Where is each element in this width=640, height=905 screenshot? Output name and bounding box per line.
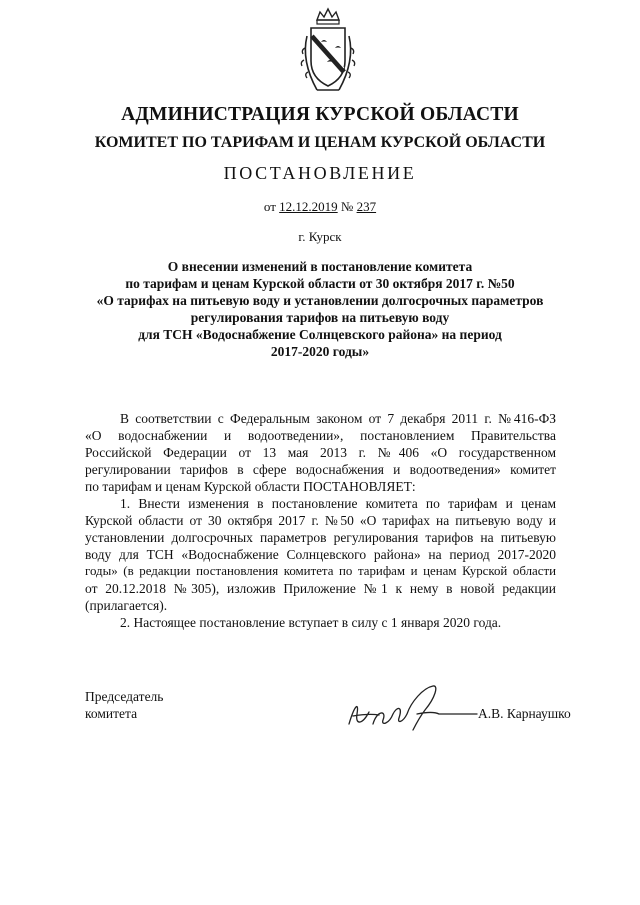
title-line: О внесении изменений в постановление комитета [167, 259, 473, 274]
body-line: Российской Федерации от 13 мая 2013 г. №406 «О государственном [85, 445, 556, 460]
title-line: по тарифам и ценам Курской области от 30 октября 2017 г. №50 [125, 276, 515, 291]
body-line: 1. Внести изменения в постановление комитета по тарифам и ценам [120, 496, 556, 511]
body-line: (прилагается). [85, 598, 168, 613]
position-line: Председатель [85, 689, 164, 704]
org-name-administration: АДМИНИСТРАЦИЯ КУРСКОЙ ОБЛАСТИ [121, 104, 519, 125]
body-line: установлении долгосрочных параметров регулирования тарифов на питьевую [85, 530, 556, 545]
date-prefix: от [263, 199, 276, 214]
document-type: ПОСТАНОВЛЕНИЕ [223, 163, 417, 183]
document-body [85, 410, 556, 631]
body-line: воду для ТСН «Водоснабжение Солнцевского района» на период 2017-2020 [85, 547, 556, 562]
title-line: регулирования тарифов на питьевую воду [190, 310, 450, 325]
body-line: В соответствии с Федеральным законом от 7 декабря 2011 г. №416-ФЗ [120, 411, 556, 426]
signatory-name: А.В. Карнаушко [478, 706, 571, 721]
signatory-position [85, 688, 163, 722]
title-line: для ТСН «Водоснабжение Солнцевского района» на период [138, 327, 502, 342]
body-line: «О водоснабжении и водоотведении», постановлением Правительства [85, 428, 556, 443]
document-number: 237 [356, 199, 377, 214]
org-name-committee: КОМИТЕТ ПО ТАРИФАМ И ЦЕНАМ КУРСКОЙ ОБЛАСТИ [94, 134, 546, 151]
body-line: Курской области от 30 октября 2017 г. №50 «О тарифах на питьевую воду и [85, 513, 556, 528]
body-line: по тарифам и ценам Курской области ПОСТАНОВЛЯЕТ: [85, 479, 416, 494]
body-line: от 20.12.2018 №305), изложив Приложение №1 к нему в новой редакции [85, 581, 556, 596]
body-line: 2. Настоящее постановление вступает в силу с 1 января 2020 года. [120, 615, 502, 630]
clause-1-paragraph [85, 495, 556, 614]
document-title [60, 258, 580, 360]
body-line: регулировании тарифов в сфере водоснабжения и водоотведения» комитет [85, 462, 556, 477]
title-line: «О тарифах на питьевую воду и установлении долгосрочных параметров [96, 293, 544, 308]
position-line: комитета [85, 706, 138, 721]
preamble-paragraph [85, 410, 556, 495]
city: г. Курск [298, 229, 342, 244]
number-prefix: № [340, 199, 354, 214]
body-line: годы» (в редакции постановления комитета по тарифам и ценам Курской области [85, 564, 556, 578]
date-number-line [0, 199, 640, 215]
title-line: 2017-2020 годы» [270, 344, 370, 359]
coat-of-arms-icon [297, 6, 359, 96]
clause-2-paragraph [85, 614, 556, 631]
handwritten-signature [343, 684, 483, 736]
document-date: 12.12.2019 [279, 199, 338, 214]
